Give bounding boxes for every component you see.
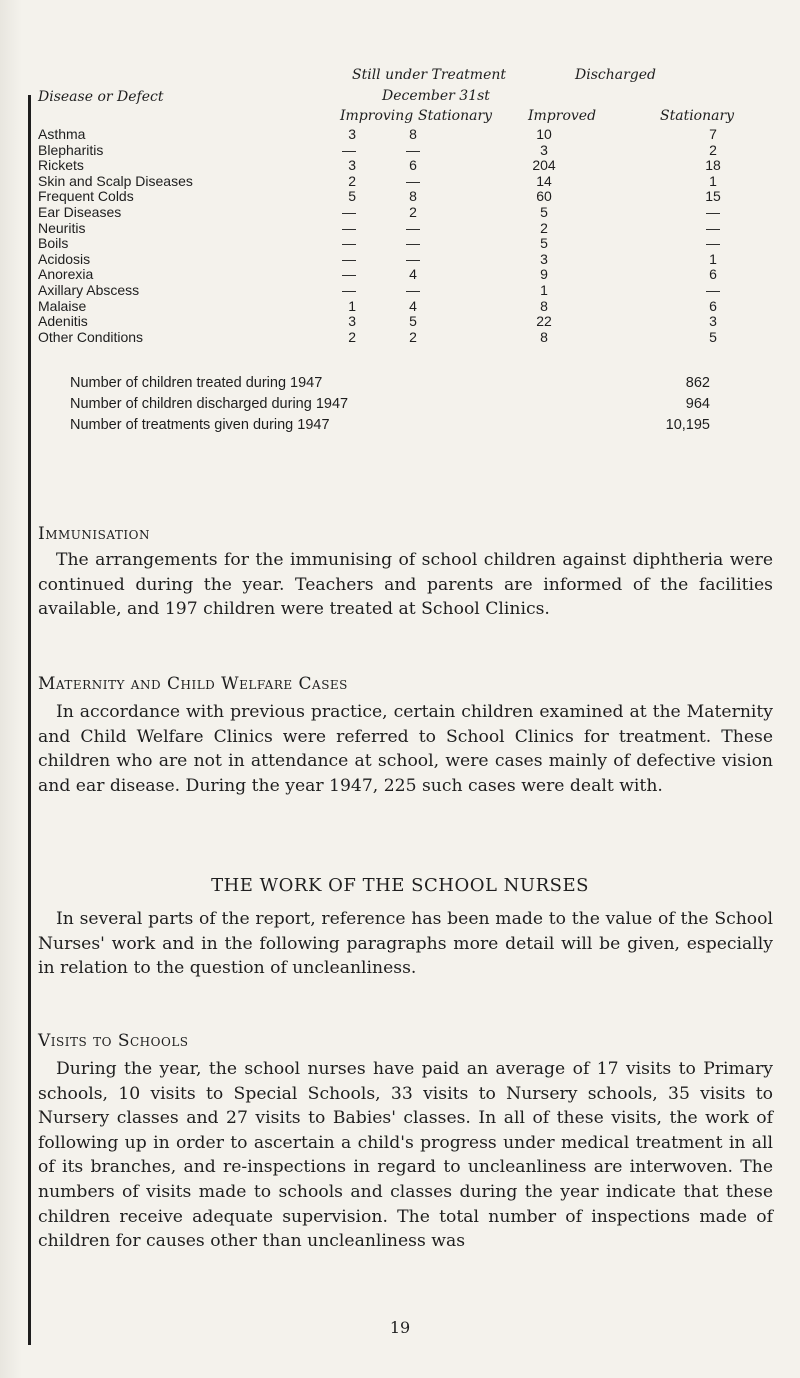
table-row xyxy=(38,189,773,205)
cell-improving: 3 xyxy=(348,313,356,330)
cell-stationary: — xyxy=(406,235,420,252)
cell-improving: — xyxy=(342,235,356,252)
header-still-under: Still under Treatment xyxy=(352,67,507,83)
cell-improving: — xyxy=(342,266,356,283)
cell-improving: 2 xyxy=(348,328,356,345)
maternity-heading: Maternity and Child Welfare Cases xyxy=(38,674,348,694)
header-discharged: Discharged xyxy=(575,67,656,83)
disease-name: Acidosis xyxy=(38,250,91,267)
nurses-heading: THE WORK OF THE SCHOOL NURSES xyxy=(211,875,589,896)
immunisation-text: The arrangements for the immunising of school children against diphtheria were continued during the year. Teachers and parents are informed of the facilities available, and 197 children were treated at School Clinics. xyxy=(38,550,773,620)
cell-improved: 8 xyxy=(540,328,548,345)
header-disease: Disease or Defect xyxy=(38,89,164,105)
visits-paragraph xyxy=(38,1057,773,1254)
disease-name: Malaise xyxy=(38,297,87,314)
table-row xyxy=(38,299,773,315)
page-number: 19 xyxy=(389,1318,411,1337)
cell-stationary-discharged: 6 xyxy=(709,266,717,283)
cell-stationary-discharged: 15 xyxy=(705,188,721,205)
cell-stationary: — xyxy=(406,172,420,189)
cell-improved: 9 xyxy=(540,266,548,283)
cell-improving: 5 xyxy=(348,188,356,205)
cell-improving: 3 xyxy=(348,126,356,142)
cell-stationary-discharged: — xyxy=(706,281,720,298)
table-row xyxy=(38,283,773,299)
cell-stationary: — xyxy=(406,250,420,267)
cell-stationary-discharged: 6 xyxy=(709,297,717,314)
cell-improved: 3 xyxy=(540,250,548,267)
immunisation-paragraph xyxy=(38,548,773,622)
table-row xyxy=(38,143,773,159)
cell-stationary: 8 xyxy=(409,188,417,205)
table-row xyxy=(38,158,773,174)
cell-stationary-discharged: 1 xyxy=(709,172,717,189)
cell-improving: — xyxy=(342,250,356,267)
table-row xyxy=(38,267,773,283)
cell-improved: 5 xyxy=(540,203,548,220)
disease-name: Blepharitis xyxy=(38,141,104,158)
visits-text: During the year, the school nurses have paid an average of 17 visits to Primary schools, 10 visits to Special Schools, 33 visits to Nursery schools, 35 visits to Nursery classes and 27 visits to Babies' classes. In all of these visits, the work of following up in order to ascertain a child's progress under medical treatment in all of its branches, and re-inspections in regard to uncleanliness are interwoven. The numbers of visits made to schools and classes during the year indicate that these children receive adequate supervision. The total number of inspections made of children for causes other than uncleanliness was xyxy=(38,1059,773,1252)
cell-stationary: — xyxy=(406,219,420,236)
cell-stationary: 2 xyxy=(409,328,417,345)
cell-stationary-discharged: 5 xyxy=(709,328,717,345)
cell-stationary: — xyxy=(406,281,420,298)
nurses-text: In several parts of the report, reference has been made to the value of the School Nurses' work and in the following paragraphs more detail will be given, especially in relation to the question of uncleanliness. xyxy=(38,909,773,979)
table-row xyxy=(38,314,773,330)
immunisation-heading: Immunisation xyxy=(38,524,150,544)
summary-value: 964 xyxy=(685,396,710,412)
summary-value: 10,195 xyxy=(665,417,710,433)
cell-stationary-discharged: 1 xyxy=(709,250,717,267)
cell-improving: — xyxy=(342,219,356,236)
cell-improved: 14 xyxy=(536,172,552,189)
cell-improving: 1 xyxy=(348,297,356,314)
cell-improved: 60 xyxy=(536,188,552,205)
table-row xyxy=(38,205,773,221)
disease-name: Other Conditions xyxy=(38,328,144,345)
summary-row xyxy=(70,373,710,394)
cell-stationary: — xyxy=(406,141,420,158)
cell-stationary-discharged: 2 xyxy=(709,141,717,158)
disease-name: Skin and Scalp Diseases xyxy=(38,172,193,189)
summary-value: 862 xyxy=(685,375,710,391)
cell-improving: — xyxy=(342,281,356,298)
cell-stationary: 2 xyxy=(409,203,417,220)
table-row xyxy=(38,252,773,268)
disease-name: Axillary Abscess xyxy=(38,281,140,298)
disease-table xyxy=(38,127,773,345)
summary-row xyxy=(70,394,710,415)
table-row xyxy=(38,236,773,252)
cell-stationary-discharged: 3 xyxy=(709,313,717,330)
summary-block xyxy=(70,373,710,436)
cell-stationary: 4 xyxy=(409,266,417,283)
summary-label: Number of children treated during 1947 xyxy=(70,375,323,391)
cell-stationary-discharged: 7 xyxy=(709,126,717,142)
table-row xyxy=(38,127,773,143)
maternity-text: In accordance with previous practice, certain children examined at the Maternity and Child Welfare Clinics were referred to School Clinics for treatment. These children who are not in attendance at school, were cases mainly of defective vision and ear disease. During the year 1947, 225 such cases were dealt with. xyxy=(38,702,773,796)
cell-improving: 2 xyxy=(348,172,356,189)
table-row xyxy=(38,330,773,346)
cell-stationary-discharged: — xyxy=(706,219,720,236)
header-stationary-discharged: Stationary xyxy=(660,108,735,124)
disease-name: Ear Diseases xyxy=(38,203,122,220)
disease-name: Rickets xyxy=(38,157,84,174)
nurses-paragraph xyxy=(38,907,773,981)
cell-stationary-discharged: — xyxy=(706,203,720,220)
cell-stationary: 8 xyxy=(409,126,417,142)
disease-name: Anorexia xyxy=(38,266,94,283)
cell-improved: 3 xyxy=(540,141,548,158)
visits-heading: Visits to Schools xyxy=(38,1031,189,1051)
cell-improving: — xyxy=(342,141,356,158)
cell-improved: 1 xyxy=(540,281,548,298)
cell-improved: 5 xyxy=(540,235,548,252)
header-improved: Improved xyxy=(528,108,597,124)
disease-name: Adenitis xyxy=(38,313,88,330)
disease-name: Frequent Colds xyxy=(38,188,134,205)
cell-improved: 2 xyxy=(540,219,548,236)
header-december: December 31st xyxy=(382,88,490,104)
cell-stationary-discharged: — xyxy=(706,235,720,252)
cell-stationary-discharged: 18 xyxy=(705,157,721,174)
disease-name: Asthma xyxy=(38,126,86,142)
cell-improved: 22 xyxy=(536,313,552,330)
disease-name: Neuritis xyxy=(38,219,86,236)
maternity-paragraph xyxy=(38,700,773,798)
cell-improved: 204 xyxy=(532,157,556,174)
header-improving: Improving xyxy=(340,108,414,124)
cell-stationary: 4 xyxy=(409,297,417,314)
summary-label: Number of children discharged during 1947 xyxy=(70,396,349,412)
cell-improved: 8 xyxy=(540,297,548,314)
header-stationary: Stationary xyxy=(418,108,493,124)
cell-improved: 10 xyxy=(536,126,552,142)
summary-row xyxy=(70,415,710,436)
table-row xyxy=(38,174,773,190)
disease-name: Boils xyxy=(38,235,69,252)
cell-stationary: 6 xyxy=(409,157,417,174)
summary-label: Number of treatments given during 1947 xyxy=(70,417,330,433)
table-row xyxy=(38,221,773,237)
cell-improving: — xyxy=(342,203,356,220)
cell-improving: 3 xyxy=(348,157,356,174)
cell-stationary: 5 xyxy=(409,313,417,330)
